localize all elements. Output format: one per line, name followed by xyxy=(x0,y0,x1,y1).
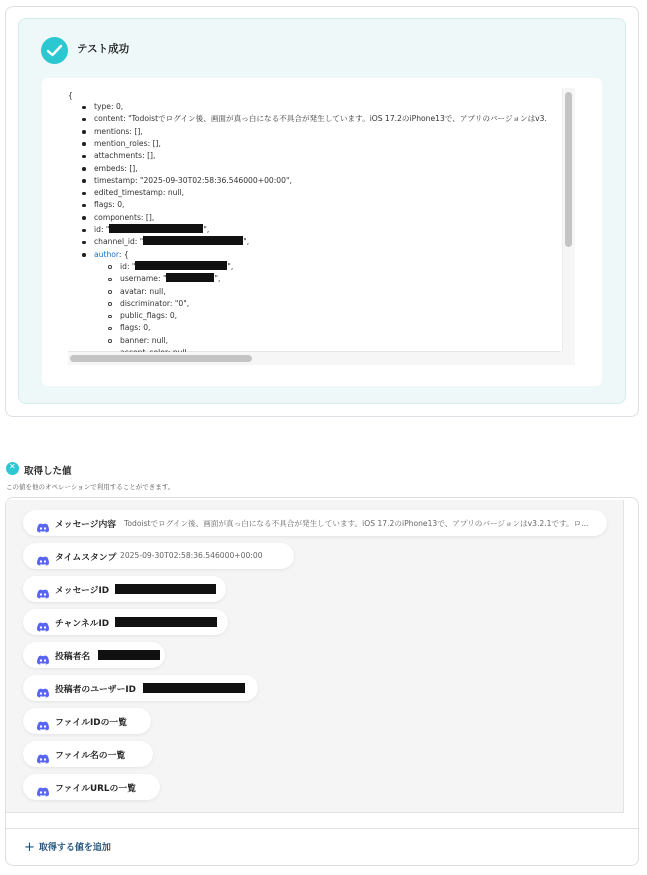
divider xyxy=(6,828,638,829)
json-line-components: components: [], xyxy=(94,212,154,224)
bullet-icon xyxy=(82,216,86,220)
value-chip[interactable] xyxy=(23,708,151,734)
bullet-icon xyxy=(82,106,86,110)
json-value: null, xyxy=(149,286,166,296)
json-key: banner xyxy=(120,335,147,345)
value-chip-label: ファイルIDの一覧 xyxy=(55,718,127,728)
json-key: channel_id xyxy=(94,237,135,247)
value-chip[interactable] xyxy=(23,675,258,701)
plus-icon: + xyxy=(24,840,35,855)
json-line-mention-roles: mention_roles: [], xyxy=(94,138,161,150)
json-key: mention_roles xyxy=(94,138,148,148)
value-chip[interactable] xyxy=(23,510,607,536)
json-key: public_flags xyxy=(120,311,165,321)
json-line-id: id: " ", xyxy=(94,224,209,236)
json-value: " xyxy=(162,274,167,284)
value-chip[interactable] xyxy=(23,576,226,602)
bullet-icon xyxy=(108,315,112,319)
json-line-banner: banner: null, xyxy=(120,335,168,347)
json-key: mentions xyxy=(94,126,130,136)
json-line-mentions: mentions: [], xyxy=(94,126,143,138)
json-line-embeds: embeds: [], xyxy=(94,163,138,175)
discord-icon xyxy=(37,749,49,759)
bullet-icon xyxy=(82,130,86,134)
json-value: 0, xyxy=(115,102,124,111)
redacted-block xyxy=(143,236,243,245)
json-value: 0, xyxy=(169,311,178,321)
redacted-block xyxy=(115,617,217,627)
value-chip[interactable] xyxy=(23,642,165,668)
discord-icon xyxy=(37,716,49,726)
json-line-flags: flags: 0, xyxy=(120,322,150,334)
json-line-attachments: attachments: [], xyxy=(94,150,155,162)
json-key: attachments xyxy=(94,151,143,161)
redacted-block xyxy=(98,650,160,660)
json-value: { xyxy=(123,249,129,259)
retrieved-values-title: 取得した値 xyxy=(24,466,72,477)
value-chip[interactable] xyxy=(23,741,153,767)
bullet-icon xyxy=(82,253,86,257)
discord-icon xyxy=(37,551,49,561)
json-value-suffix: ", xyxy=(203,225,210,234)
discord-icon xyxy=(37,584,49,594)
bullet-icon xyxy=(108,302,112,306)
retrieved-values-subtitle: この値を他のオペレーションで利用することができます。 xyxy=(6,483,175,491)
json-key: id xyxy=(120,261,127,271)
json-line-avatar: avatar: null, xyxy=(120,286,166,298)
bullet-icon xyxy=(108,278,112,282)
json-line-timestamp: timestamp: "2025-09-30T02:58:36.546000+00:00", xyxy=(94,175,292,187)
json-key: embeds xyxy=(94,163,125,173)
bullet-icon xyxy=(82,204,86,208)
json-value: "0", xyxy=(174,298,190,308)
bullet-icon xyxy=(108,265,112,269)
bullet-icon xyxy=(82,241,86,245)
value-chip-label: ファイルURLの一覧 xyxy=(55,784,136,794)
bullet-icon xyxy=(108,290,112,294)
bullet-icon xyxy=(82,142,86,146)
json-key: flags xyxy=(94,200,113,210)
value-chip-label: ファイル名の一覧 xyxy=(55,751,126,761)
redacted-block xyxy=(143,683,245,693)
value-chip[interactable] xyxy=(23,774,160,800)
bullet-icon xyxy=(82,167,86,171)
value-chip-label: 投稿者のユーザーID xyxy=(55,685,136,695)
add-value-link[interactable] xyxy=(24,840,111,855)
json-value: [], xyxy=(129,163,138,173)
json-line-channel-id: channel_id: " ", xyxy=(94,236,249,248)
vertical-scroll-thumb[interactable] xyxy=(565,92,572,247)
value-chip-label: チャンネルID xyxy=(55,619,110,629)
json-value: 0, xyxy=(143,323,151,333)
value-chip[interactable] xyxy=(23,543,294,569)
value-chip-label: タイムスタンプ xyxy=(55,553,117,563)
json-value: " xyxy=(105,225,110,234)
json-value-suffix: ", xyxy=(227,261,234,271)
json-output[interactable] xyxy=(68,88,561,352)
discord-icon xyxy=(37,617,49,627)
json-open-brace: { xyxy=(68,91,73,100)
json-line-edited-timestamp: edited_timestamp: null, xyxy=(94,187,184,199)
json-value: [], xyxy=(152,138,161,148)
json-key: id xyxy=(94,225,101,234)
add-value-label: 取得する値を追加 xyxy=(38,843,111,853)
json-key: author xyxy=(94,249,119,259)
json-key: edited_timestamp xyxy=(94,188,163,198)
bullet-icon xyxy=(82,192,86,196)
redacted-block xyxy=(109,224,203,233)
discord-icon xyxy=(37,518,49,528)
success-title: テスト成功 xyxy=(77,43,130,55)
json-value-suffix: ", xyxy=(214,274,221,284)
json-value: [], xyxy=(145,212,155,222)
bullet-icon xyxy=(82,155,86,159)
json-key: content xyxy=(94,114,124,124)
json-line-username: username: " ", xyxy=(120,273,220,285)
json-value: null, xyxy=(151,335,169,345)
json-key: timestamp xyxy=(94,175,135,185)
value-chip-value: 2025-09-30T02:58:36.546000+00:00 xyxy=(120,551,263,560)
json-line-author: author: { xyxy=(94,249,129,261)
json-key: avatar xyxy=(120,286,145,296)
json-key: type xyxy=(94,102,111,111)
discord-icon xyxy=(37,683,49,693)
discord-icon xyxy=(37,650,49,660)
redacted-block xyxy=(135,261,227,270)
json-value: "2025-09-30T02:58:36.546000+00:00", xyxy=(139,175,292,185)
json-value: 0, xyxy=(117,200,125,210)
json-key: flags xyxy=(120,323,139,333)
bullet-icon xyxy=(82,229,86,233)
redacted-block xyxy=(166,273,214,282)
json-line-flags: flags: 0, xyxy=(94,199,124,211)
json-value: [], xyxy=(134,126,143,136)
json-key: components xyxy=(94,212,141,222)
check-circle-icon xyxy=(41,37,68,64)
discord-icon xyxy=(37,782,49,792)
json-line-public-flags: public_flags: 0, xyxy=(120,310,177,322)
json-line-type: type: 0, xyxy=(94,101,123,113)
json-value: null, xyxy=(167,188,185,198)
json-value-suffix: ", xyxy=(243,237,250,247)
json-line-discriminator: discriminator: "0", xyxy=(120,298,189,310)
value-chip-value: Todoistでログイン後、画面が真っ白になる不具合が発生しています。iOS 17.2のiPhone13で、アプリのバージョンはv3.2.1です。ロ... xyxy=(124,519,589,528)
json-line-id: id: " ", xyxy=(120,261,233,273)
json-value: " xyxy=(139,237,144,247)
json-key: username xyxy=(120,274,158,284)
json-value: " xyxy=(131,261,136,271)
json-value: [], xyxy=(147,151,156,161)
json-key: discriminator xyxy=(120,298,170,308)
json-line-content: content: "Todoistでログイン後、画面が真っ白になる不具合が発生しています。iOS 17.2のiPhone13で、アプリのバージョンはv3. xyxy=(94,113,547,125)
redacted-block xyxy=(115,584,216,594)
bullet-icon xyxy=(82,118,86,122)
value-chip[interactable] xyxy=(23,609,228,635)
bullet-icon xyxy=(82,179,86,183)
json-value: "Todoistでログイン後、画面が真っ白になる不具合が発生しています。iOS 17.2のiPhone13で、アプリのバージョンはv3. xyxy=(128,114,547,124)
bullet-icon xyxy=(108,339,112,343)
value-chip-label: 投稿者名 xyxy=(55,652,91,662)
retrieved-values-icon: ✕ xyxy=(6,462,19,475)
bullet-icon xyxy=(108,327,112,331)
value-chip-label: メッセージ内容 xyxy=(55,520,117,530)
value-chip-label: メッセージID xyxy=(55,586,110,596)
horizontal-scroll-thumb[interactable] xyxy=(70,355,252,362)
